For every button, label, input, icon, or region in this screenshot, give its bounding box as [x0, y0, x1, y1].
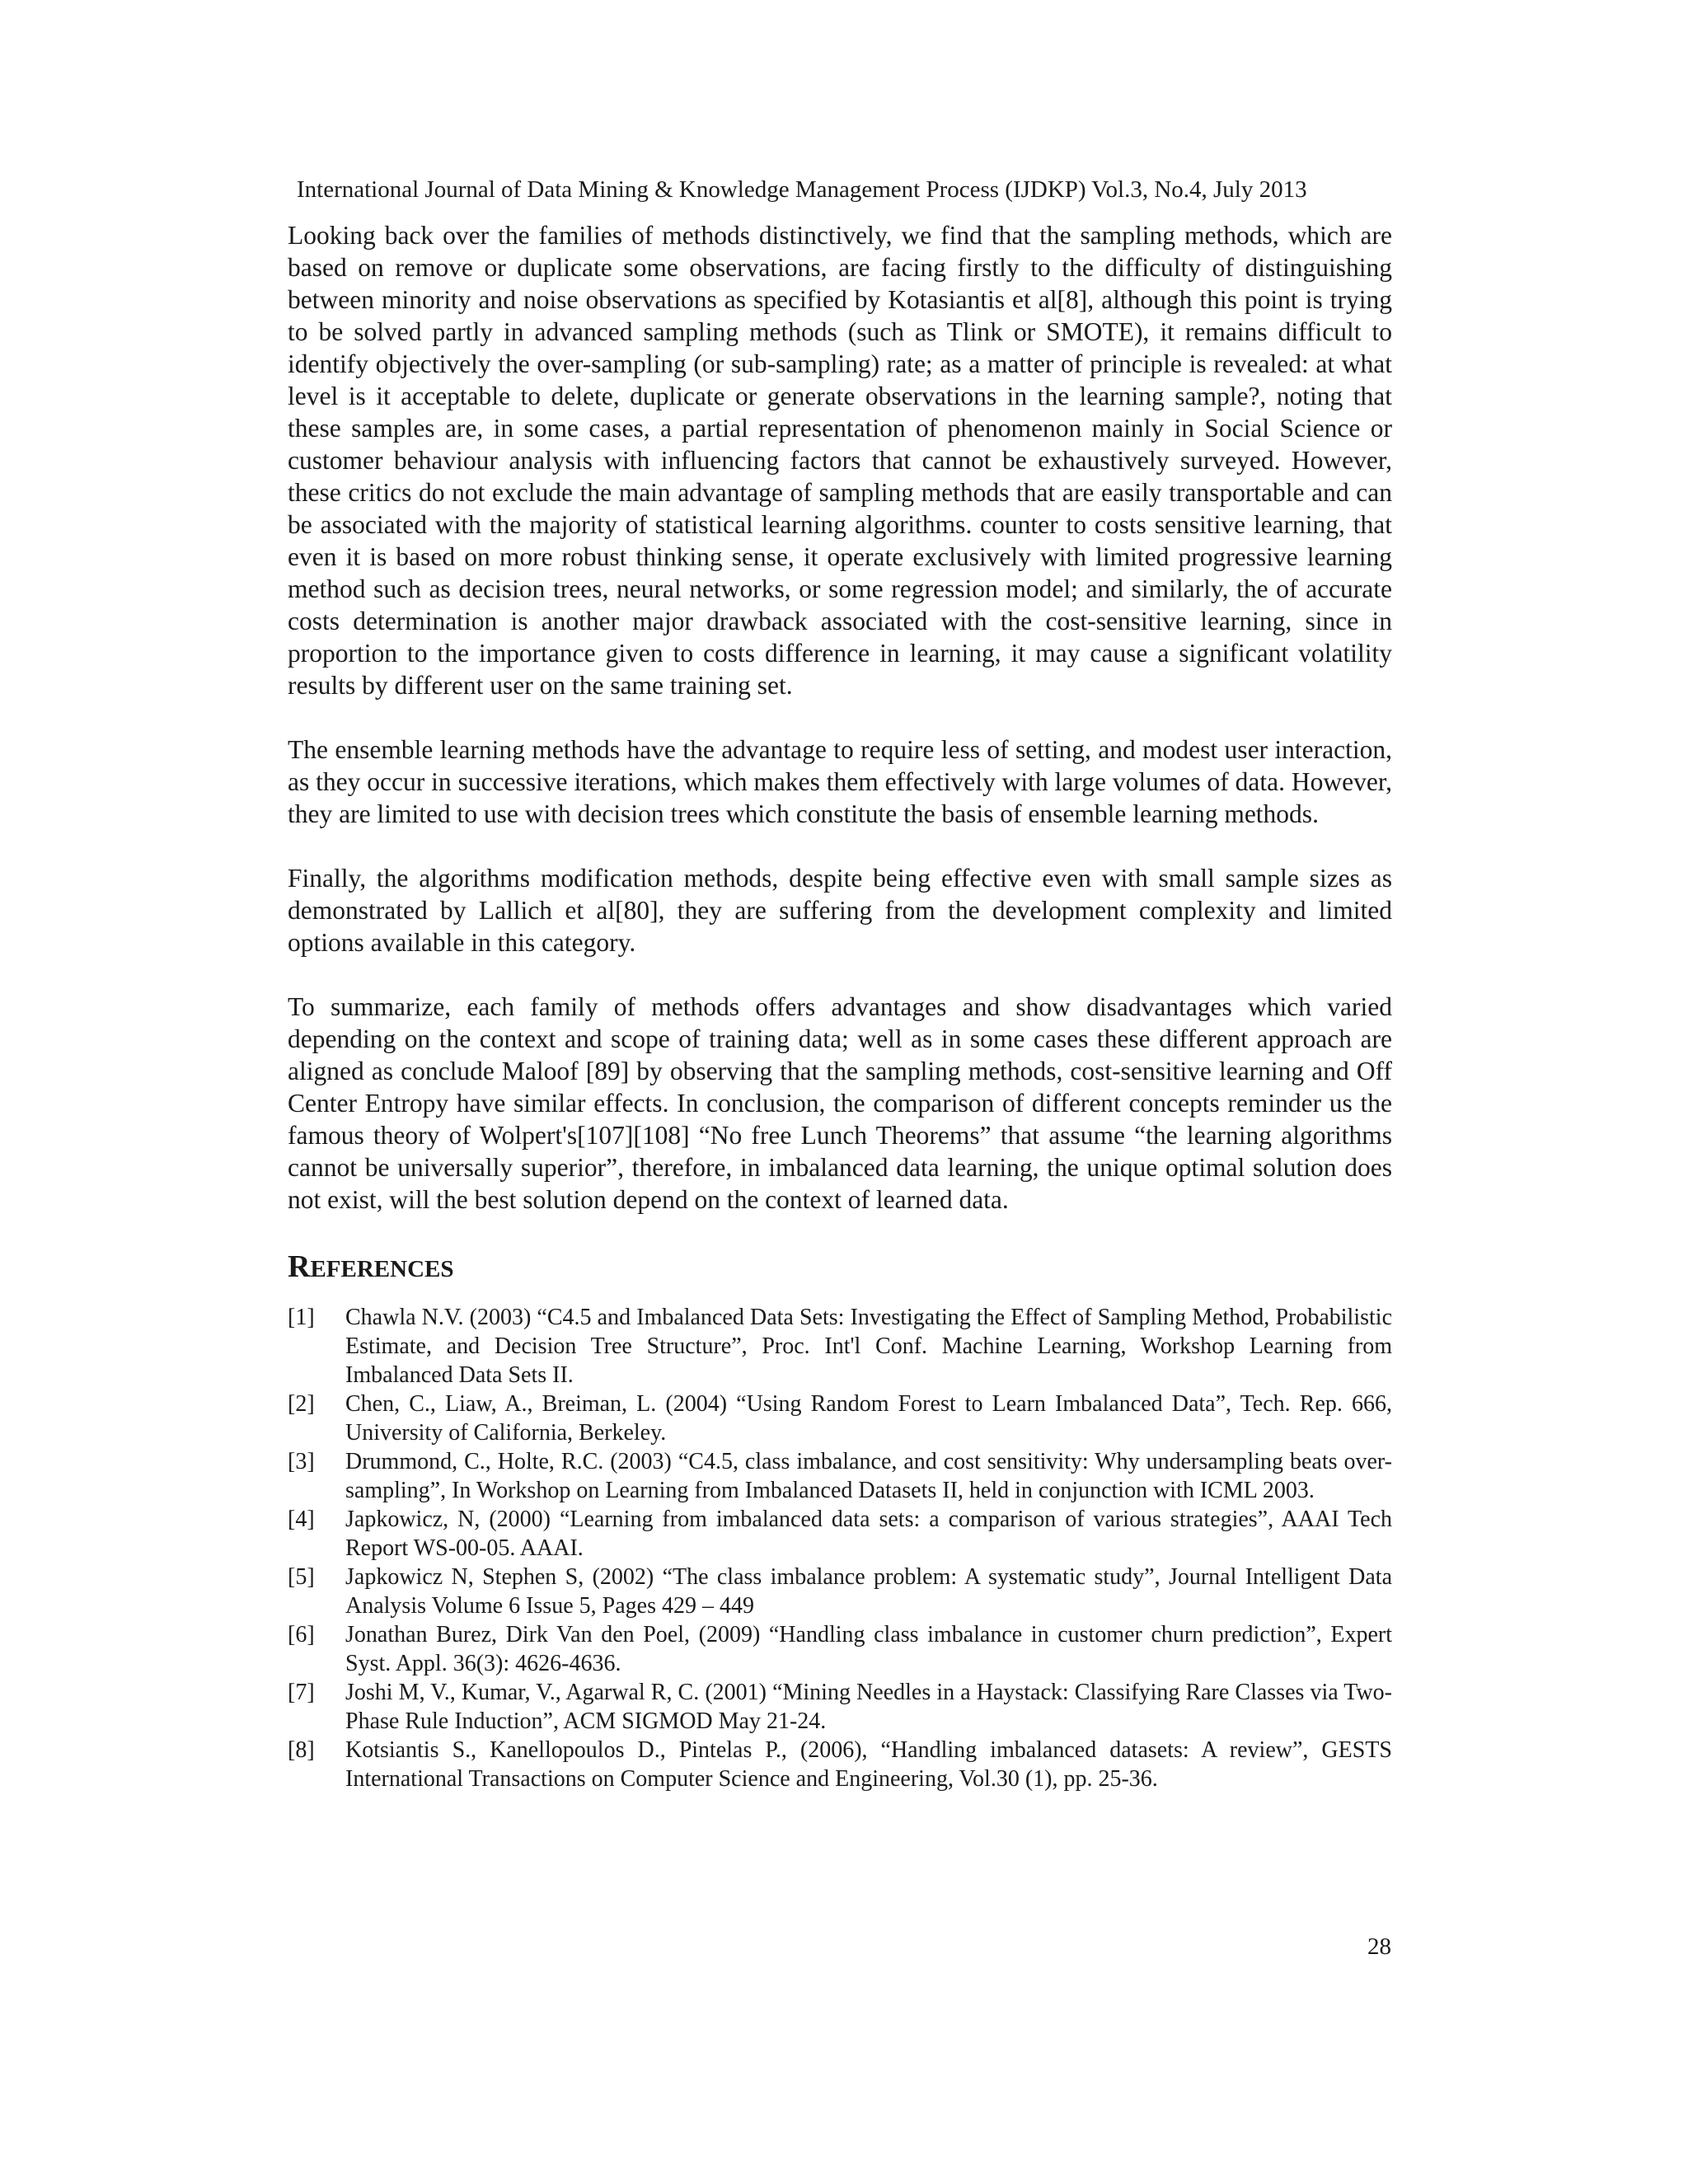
reference-text: Chen, C., Liaw, A., Breiman, L. (2004) “Using Random Forest to Learn Imbalanced Data”, Tech. Rep. 666, University of California, Berkeley.: [345, 1391, 1392, 1446]
paragraph-ensemble-methods: The ensemble learning methods have the advantage to require less of setting, and modest user interaction, as they occur in successive iterations, which makes them effectively with large volumes of data. However, they are limited to use with decision trees which constitute the basis of ensemble learning methods.: [288, 735, 1392, 828]
paragraph-summary: To summarize, each family of methods offers advantages and show disadvantages which varied depending on the context and scope of training data; well as in some cases these different approach are aligned as conclude Maloof [89] by observing that the sampling methods, cost-sensitive learning and Off Center Entropy have similar effects. In conclusion, the comparison of different concepts reminder us the famous theory of Wolpert's[107][108] “No free Lunch Theorems” that assume “the learning algorithms cannot be universally superior”, therefore, in imbalanced data learning, the unique optimal solution does not exist, will the best solution depend on the context of learned data.: [288, 992, 1392, 1214]
reference-text: Japkowicz N, Stephen S, (2002) “The class imbalance problem: A systematic study”, Journal Intelligent Data Analysis Volume 6 Issue 5, Pages 429 – 449: [345, 1564, 1392, 1619]
reference-item: [288, 1678, 1392, 1736]
reference-number: [7]: [288, 1680, 315, 1705]
reference-text: Kotsiantis S., Kanellopoulos D., Pintelas P., (2006), “Handling imbalanced datasets: A review”, GESTS International Transactions on Computer Science and Engineering, Vol.30 (1), pp. 25-36.: [345, 1737, 1392, 1792]
references-heading: [288, 1248, 1392, 1288]
reference-item: [288, 1620, 1392, 1678]
paragraph-sampling-critique: Looking back over the families of methods distinctively, we find that the sampling methods, which are based on remove or duplicate some observations, are facing firstly to the difficulty of distinguishing between minority and noise observations as specified by Kotasiantis et al[8], although this point is trying to be solved partly in advanced sampling methods (such as Tlink or SMOTE), it remains difficult to identify objectively the over-sampling (or sub-sampling) rate; as a matter of principle is revealed: at what level is it acceptable to delete, duplicate or generate observations in the learning sample?, noting that these samples are, in some cases, a partial representation of phenomenon mainly in Social Science or customer behaviour analysis with influencing factors that cannot be exhaustively surveyed. However, these critics do not exclude the main advantage of sampling methods that are easily transportable and can be associated with the majority of statistical learning algorithms. counter to costs sensitive learning, that even it is based on more robust thinking sense, it operate exclusively with limited progressive learning method such as decision trees, neural networks, or some regression model; and similarly, the of accurate costs determination is another major drawback associated with the cost-sensitive learning, since in proportion to the importance given to costs difference in learning, it may cause a significant volatility results by different user on the same training set.: [288, 221, 1392, 700]
reference-item: [288, 1447, 1392, 1505]
reference-number: [8]: [288, 1737, 315, 1763]
reference-item: [288, 1390, 1392, 1447]
page-number: 28: [1367, 1933, 1391, 1960]
reference-number: [5]: [288, 1564, 315, 1590]
reference-number: [6]: [288, 1622, 315, 1647]
reference-number: [4]: [288, 1507, 315, 1532]
paragraph-algorithm-modification: Finally, the algorithms modification methods, despite being effective even with small sample sizes as demonstrated by Lallich et al[80], they are suffering from the development complexity and limited options available in this category.: [288, 864, 1392, 957]
reference-number: [1]: [288, 1305, 315, 1330]
running-header: International Journal of Data Mining & Knowledge Management Process (IJDKP) Vol.3, No.4, July 2013: [297, 176, 1307, 203]
reference-list: [288, 1303, 1392, 1793]
reference-text: Chawla N.V. (2003) “C4.5 and Imbalanced Data Sets: Investigating the Effect of Sampling Method, Probabilistic Estimate, and Decision Tree Structure”, Proc. Int'l Conf. Machine Learning, Workshop Learning from Imbalanced Data Sets II.: [345, 1305, 1392, 1388]
reference-item: [288, 1303, 1392, 1390]
reference-number: [3]: [288, 1449, 315, 1474]
reference-text: Japkowicz, N, (2000) “Learning from imbalanced data sets: a comparison of various strategies”, AAAI Tech Report WS-00-05. AAAI.: [345, 1507, 1392, 1561]
reference-text: Drummond, C., Holte, R.C. (2003) “C4.5, class imbalance, and cost sensitivity: Why undersampling beats over-sampling”, In Workshop on Learning from Imbalanced Datasets II, held in conjunction with ICML 2003.: [345, 1449, 1392, 1503]
reference-text: Jonathan Burez, Dirk Van den Poel, (2009) “Handling class imbalance in customer churn prediction”, Expert Syst. Appl. 36(3): 4626-4636.: [345, 1622, 1392, 1676]
body-text: [288, 219, 1392, 1793]
references-heading-rest: EFERENCES: [310, 1256, 454, 1282]
reference-text: Joshi M, V., Kumar, V., Agarwal R, C. (2001) “Mining Needles in a Haystack: Classifying Rare Classes via Two-Phase Rule Induction”, ACM SIGMOD May 21-24.: [345, 1680, 1392, 1734]
reference-item: [288, 1563, 1392, 1620]
reference-item: [288, 1505, 1392, 1563]
reference-number: [2]: [288, 1391, 315, 1417]
reference-item: [288, 1736, 1392, 1793]
references-heading-initial: R: [288, 1249, 311, 1284]
